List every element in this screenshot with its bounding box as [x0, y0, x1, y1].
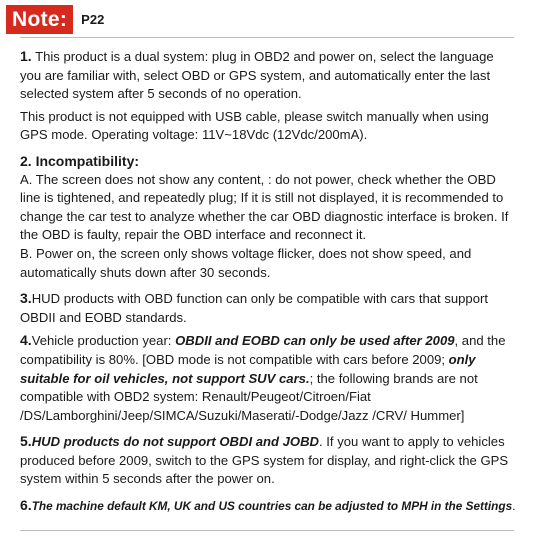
section-6-text: . [512, 499, 516, 514]
section-6-number: 6. [20, 497, 32, 514]
section-3-number: 3. [20, 290, 32, 307]
section-3-paragraph [20, 289, 516, 327]
section-1-number: 1. [20, 48, 32, 64]
notes-content [20, 47, 516, 516]
section-2-item-a: A. The screen does not show any content, : do not power, check whether the OBD line is tightened, and repeatedly plug; If it is still not displayed, it is recommended to change the car test to analyze whether the car OBD diagnostic interface is broken. If the OBD is faulty, repair the OBD interface and reconnect it. [20, 171, 509, 243]
section-2-heading: 2. Incompatibility: [20, 152, 140, 169]
section-1-text: This product is a dual system: plug in OBD2 and power on, select the language you are familiar with, select OBD or GPS system, and automatically enter the last selected system after 5 seconds of no operation. [20, 49, 494, 102]
section-5-text: . If you want to apply to vehicles produced before 2009, switch to the GPS system for display, and right-click the GPS system within 5 seconds after the power on. [20, 434, 509, 487]
section-5-emphasis: HUD products do not support OBDI and JOBD [31, 434, 320, 450]
page-header [6, 4, 104, 34]
section-6-paragraph [20, 496, 516, 516]
section-6-emphasis: The machine default KM, UK and US countries can be adjusted to MPH in the Settings [31, 499, 513, 514]
section-4-paragraph [20, 331, 516, 425]
section-2-item-b: B. Power on, the screen only shows voltage flicker, does not show speed, and automatically shuts down after 30 seconds. [20, 245, 472, 280]
top-divider [20, 37, 514, 38]
section-4-text-1: Vehicle production year: [31, 333, 176, 349]
section-3-text: HUD products with OBD function can only be compatible with cars that support OBDII and EOBD standards. [20, 291, 488, 325]
section-4-number: 4. [20, 332, 32, 349]
section-5-paragraph [20, 432, 516, 489]
section-1-paragraph [20, 47, 516, 104]
section-4-emphasis-1: OBDII and EOBD can only be used after 2009 [175, 333, 455, 349]
section-4-text-2: , and the compatibility is 80%. [OBD mode is not compatible with cars before 2009; [20, 333, 506, 367]
section-4-text-3: ; the following brands are not compatible with OBD2 system: Renault/Peugeot/Citroen/Fiat /DS/Lamborghini/Jeep/SIMCA/Suzuki/Maserati/-Dodge/Jazz /CRV/ Hummer] [20, 370, 478, 423]
note-badge: Note: [6, 5, 73, 34]
section-5-number: 5. [20, 433, 32, 450]
section-1-note: This product is not equipped with USB cable, please switch manually when using GPS mode. Operating voltage: 11V~18Vdc (12Vdc/200mA). [20, 108, 489, 143]
page-number: P22 [81, 11, 105, 27]
bottom-divider [20, 530, 514, 531]
section-4-emphasis-2: only suitable for oil vehicles, not support SUV cars. [20, 351, 476, 386]
